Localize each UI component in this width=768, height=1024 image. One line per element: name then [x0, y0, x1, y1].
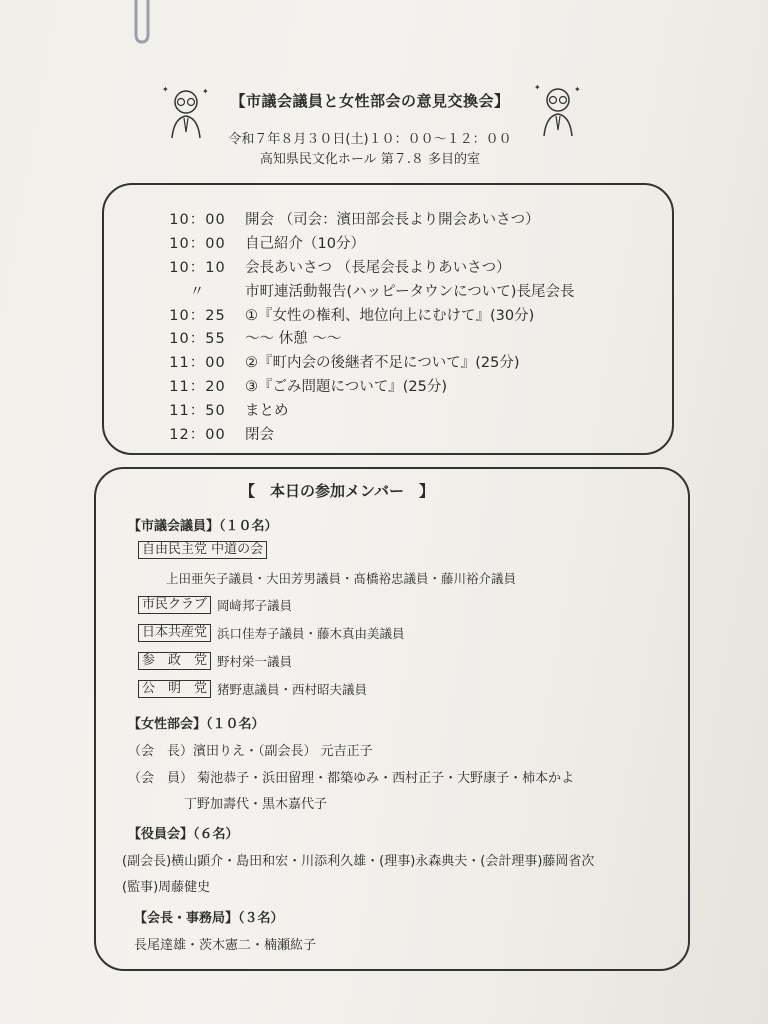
schedule-item: ③『ごみ問題について』(25分) [245, 378, 447, 395]
paper-clip-icon [128, 0, 156, 46]
party-label: 自由民主党 中道の会 [138, 541, 267, 559]
schedule-time: 10：00 [169, 212, 226, 229]
svg-text:✦: ✦ [574, 85, 581, 94]
schedule-item: 市町連活動報告(ハッピータウンについて)長尾会長 [245, 283, 575, 300]
women-line: 丁野加壽代・黒木嘉代子 [184, 797, 328, 812]
schedule-time: 10：25 [169, 307, 226, 324]
party-members: 岡﨑邦子議員 [217, 598, 293, 613]
schedule-item: 会長あいさつ （長尾会長よりあいさつ） [245, 259, 511, 276]
schedule-list [150, 207, 630, 445]
council-heading: 【市議会議員】（１０名） [128, 519, 278, 534]
svg-text:✦: ✦ [202, 87, 209, 96]
document-title: 【市議会議員と女性部会の意見交換会】 [230, 92, 510, 110]
women-heading: 【女性部会】（１０名） [128, 717, 265, 732]
schedule-item: まとめ [245, 402, 289, 419]
schedule-time: 10：10 [169, 259, 226, 276]
schedule-row [150, 231, 630, 255]
schedule-time: 11：20 [169, 378, 226, 395]
officers-line: (監事)周藤健史 [122, 880, 211, 895]
event-venue: 高知県民文化ホール 第７.８ 多目的室 [259, 152, 481, 167]
schedule-item: 開会 （司会：濱田部会長より開会あいさつ） [245, 212, 540, 229]
svg-text:✦: ✦ [534, 83, 541, 92]
schedule-row [150, 350, 630, 374]
officers-line: (副会長)横山顕介・島田和宏・川添利久雄・(理事)永森典夫・(会計理事)藤岡省次 [122, 854, 595, 869]
schedule-time: 11：00 [169, 355, 226, 372]
schedule-item: ①『女性の権利、地位向上にむけて』(30分) [245, 307, 535, 324]
party-row [138, 624, 405, 642]
svg-text:✦: ✦ [162, 85, 169, 94]
party-members: 野村栄一議員 [217, 654, 293, 669]
party-label: 公 明 党 [138, 680, 211, 698]
schedule-time: 10：00 [169, 236, 226, 253]
schedule-time: 10：55 [169, 331, 226, 348]
party-label: 市民クラブ [138, 596, 211, 614]
schedule-row [150, 255, 630, 279]
schedule-row [150, 302, 630, 326]
officers-heading: 【役員会】（６名） [128, 827, 239, 842]
office-line: 長尾達雄・茨木憲二・楠瀬紘子 [134, 938, 317, 953]
schedule-row [150, 397, 630, 421]
party-row [138, 596, 292, 614]
schedule-item: 自己紹介（10分） [245, 236, 365, 253]
party-members: 猪野恵議員・西村昭夫議員 [217, 682, 368, 697]
party-row [138, 652, 292, 670]
women-line: （会 長）濱田りえ・（副会長） 元吉正子 [128, 744, 373, 759]
schedule-item: ②『町内会の後継者不足について』(25分) [245, 355, 520, 372]
schedule-row [150, 278, 630, 302]
women-line: （会 員） 菊池恭子・浜田留理・都築ゆみ・西村正子・大野康子・柿本かよ [128, 771, 575, 786]
schedule-row [150, 421, 630, 445]
schedule-item: ～～ 休憩 ～～ [245, 331, 342, 348]
schedule-row [150, 326, 630, 350]
schedule-time: 12：00 [169, 426, 226, 443]
schedule-row [150, 374, 630, 398]
party-label: 日本共産党 [138, 624, 211, 642]
party-members: 浜口佳寿子議員・藤木真由美議員 [217, 626, 405, 641]
party-label: 参 政 党 [138, 652, 211, 670]
party-row [138, 541, 273, 559]
members-title: 【 本日の参加メンバー 】 [240, 482, 434, 500]
schedule-row [150, 207, 630, 231]
event-date: 令和７年８月３０日(土)１０：００～１２：００ [228, 132, 512, 147]
party-members: 上田亜矢子議員・大田芳男議員・髙橋裕忠議員・藤川裕介議員 [166, 571, 517, 586]
schedule-time: 11：50 [169, 402, 226, 419]
party-row [138, 680, 367, 698]
schedule-time: 〃 [189, 283, 206, 300]
schedule-item: 閉会 [245, 426, 274, 443]
office-heading: 【会長・事務局】（３名） [134, 911, 284, 926]
